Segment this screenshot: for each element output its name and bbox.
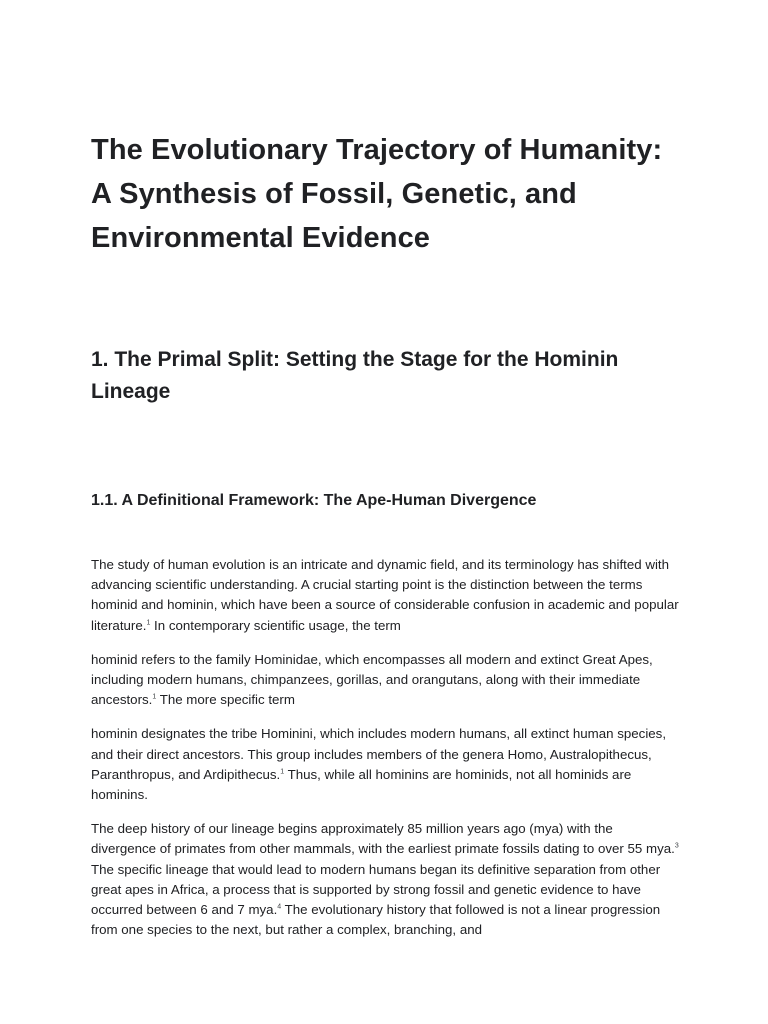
- paragraph-text: Thus, while all hominins are hominids, not all hominids are hominins.: [91, 766, 632, 803]
- paragraph-text: The more specific term: [156, 692, 295, 708]
- paragraph-text: The specific lineage that would lead to modern humans began its definitive separation from other great apes in Africa, a process that is supported by strong fossil and genetic evidence to have occurred between 6 and 7 mya.: [91, 861, 661, 918]
- section-heading: 1. The Primal Split: Setting the Stage for the Hominin Lineage: [91, 348, 619, 403]
- subsection-heading: 1.1. A Definitional Framework: The Ape-Human Divergence: [91, 492, 537, 509]
- paragraph-hominid: [91, 650, 681, 711]
- footnote-ref: 4: [277, 903, 282, 911]
- footnote-ref: 1: [280, 768, 285, 776]
- paragraph-terminology: [91, 555, 681, 636]
- document-title: The Evolutionary Trajectory of Humanity: A Synthesis of Fossil, Genetic, and Environmental Evidence: [91, 134, 663, 254]
- paragraph-text: The deep history of our lineage begins approximately 85 million years ago (mya) with the divergence of primates from other mammals, with the earliest primate fossils dating to over 55 mya.: [91, 821, 675, 857]
- paragraph-text: hominid refers to the family Hominidae, which encompasses all modern and extinct Great Apes, including modern humans, chimpanzees, gorillas, and orangutans, along with their immediate ancestors.: [91, 651, 653, 708]
- paragraph-text: The study of human evolution is an intricate and dynamic field, and its terminology has shifted with advancing scientific understanding. A crucial starting point is the distinction between the terms hominid and hominin, which have been a source of considerable confusion in academic and popular literature.: [91, 557, 679, 633]
- paragraph-text: hominin designates the tribe Hominini, which includes modern humans, all extinct human species, and their direct ancestors. This group includes members of the genera Homo, Australopithecus, Paranthropus, and Ardipithecus.: [91, 726, 667, 782]
- paragraph-text: In contemporary scientific usage, the term: [150, 617, 401, 633]
- paragraph-hominin: [91, 724, 681, 805]
- paragraph-deep-history: [91, 819, 681, 940]
- footnote-ref: 1: [146, 619, 151, 627]
- paragraph-text: The evolutionary history that followed is not a linear progression from one species to the next, but rather a complex, branching, and: [91, 902, 661, 938]
- footnote-ref: 1: [152, 693, 157, 701]
- footnote-ref: 3: [674, 843, 679, 851]
- document-content: [91, 128, 681, 940]
